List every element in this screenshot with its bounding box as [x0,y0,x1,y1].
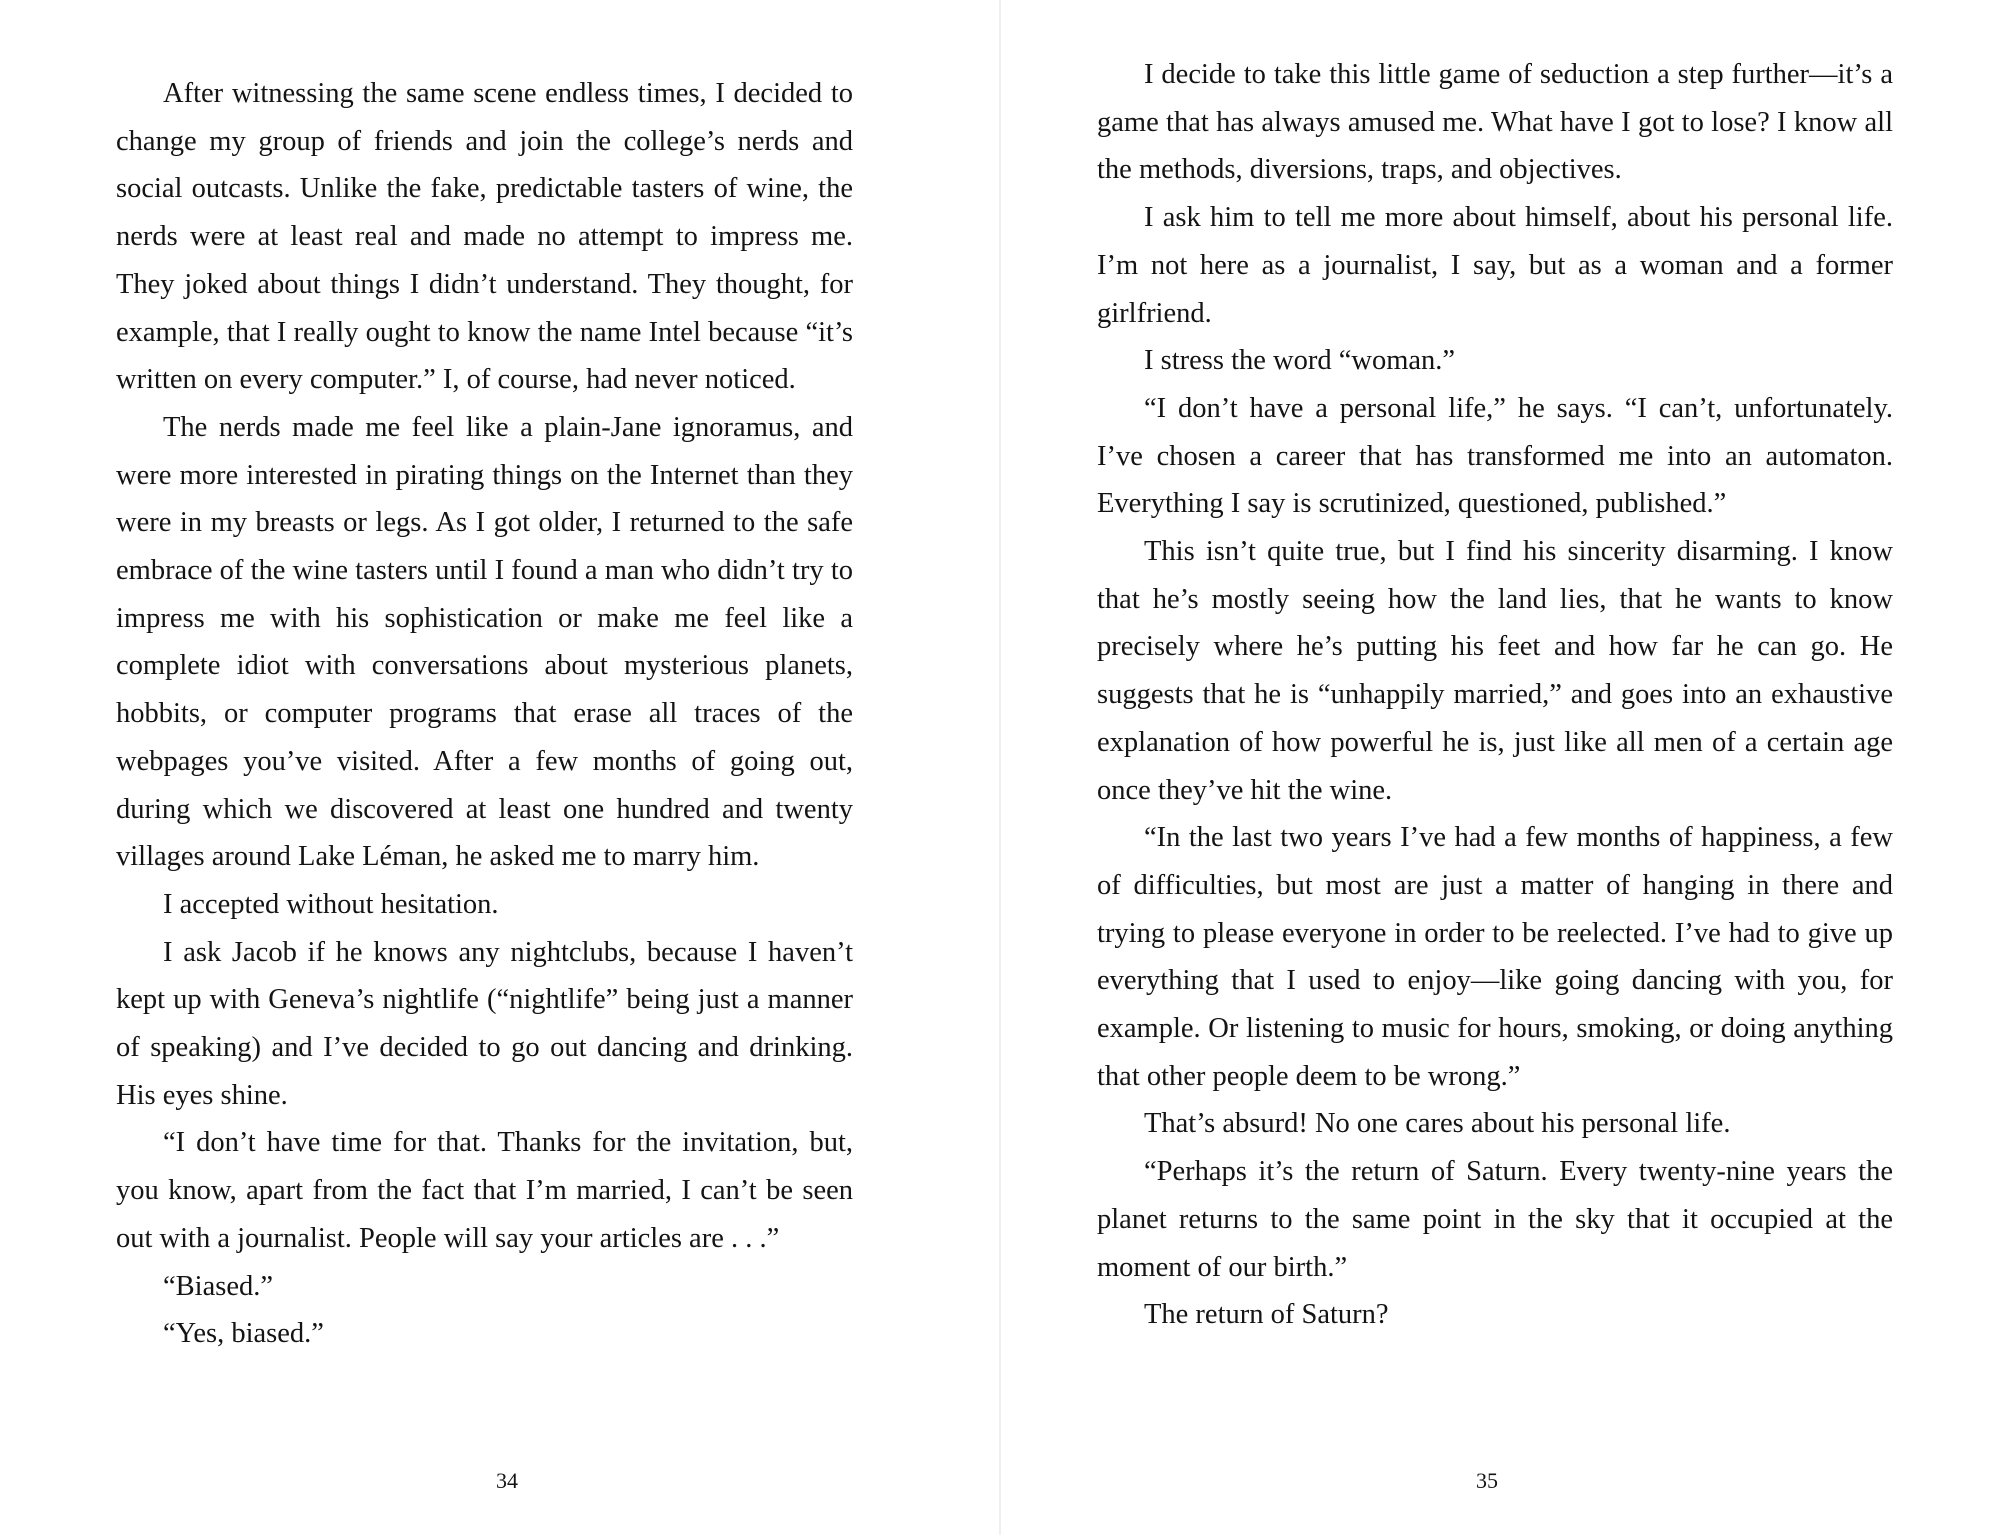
paragraph: I stress the word “woman.” [1144,345,1456,377]
paragraph: The nerds made me feel like a plain-Jane ignoramus, and were more interested in pirating things on the Internet than they were in my breasts or legs. As I got older, I returned to the safe embrace of the wine tasters until I found a man who didn’t try to impress me with his sophistication or make me feel like a complete idiot with conversations about mysterious planets, hobbits, or computer programs that erase all traces of the webpages you’ve visited. After a few months of going out, during which we discovered at least one hundred and twenty villages around Lake Léman, he asked me to marry him. [116,411,853,873]
paragraph: I ask him to tell me more about himself, about his personal life. I’m not here as a journalist, I say, but as a woman and a former girlfriend. [1097,202,1893,329]
paragraph: I decide to take this little game of seduction a step further—it’s a game that has always amused me. What have I got to lose? I know all the methods, diversions, traps, and objectives. [1097,59,1893,186]
paragraph: I accepted without hesitation. [163,888,499,920]
paragraph: “Yes, biased.” [163,1318,324,1350]
paragraph: The return of Saturn? [1144,1299,1389,1331]
paragraph: I ask Jacob if he knows any nightclubs, because I haven’t kept up with Geneva’s nightlife (“nightlife” being just a manner of speaking) and I’ve decided to go out dancing and drinking. His eyes shine. [116,936,853,1111]
right-page-text [1097,51,1893,1339]
paragraph: “I don’t have a personal life,” he says. “I can’t, unfortunately. I’ve chosen a career that has transformed me into an automaton. Everything I say is scrutinized, questioned, published.” [1097,392,1893,520]
paragraph: After witnessing the same scene endless times, I decided to change my group of friends and join the college’s nerds and social outcasts. Unlike the fake, predictable tasters of wine, the nerds were at least real and made no attempt to impress me. They joked about things I didn’t understand. They thought, for example, that I really ought to know the name Intel because “it’s written on every computer.” I, of course, had never noticed. [116,78,853,396]
paragraph: “Biased.” [163,1270,273,1302]
paragraph: “Perhaps it’s the return of Saturn. Every twenty-nine years the planet returns to the same point in the sky that it occupied at the moment of our birth.” [1097,1156,1893,1283]
left-page-text [116,70,853,1358]
paragraph: “In the last two years I’ve had a few months of happiness, a few of difficulties, but most are just a matter of hanging in there and trying to please everyone in order to be reelected. I’ve had to give up everything that I used to enjoy—like going dancing with you, for example. Or listening to music for hours, smoking, or doing anything that other people deem to be wrong.” [1097,822,1893,1092]
paragraph: This isn’t quite true, but I find his sincerity disarming. I know that he’s mostly seeing how the land lies, that he wants to know precisely where he’s putting his feet and how far he can go. He suggests that he is “unhappily married,” and goes into an exhaustive explanation of how powerful he is, just like all men of a certain age once they’ve hit the wine. [1097,536,1893,806]
page-number: 34 [496,1468,518,1493]
page-number: 35 [1476,1468,1498,1493]
right-page [1000,0,2000,1535]
paragraph: “I don’t have time for that. Thanks for the invitation, but, you know, apart from the fact that I’m married, I can’t be seen out with a journalist. People will say your articles are . . .” [116,1127,853,1254]
paragraph: That’s absurd! No one cares about his personal life. [1144,1108,1731,1140]
